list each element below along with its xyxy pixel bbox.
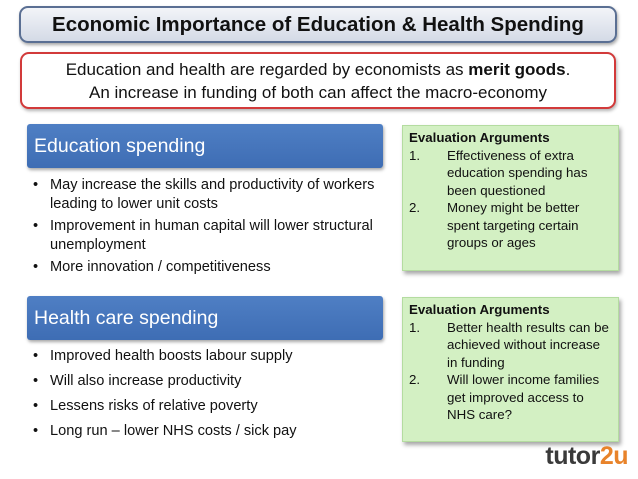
list-item [33, 346, 378, 366]
education-bullet-list [33, 176, 378, 280]
slide-title-text: Economic Importance of Education & Health Spending [52, 12, 584, 36]
bullet-icon: • [33, 218, 39, 234]
item-number: 1. [409, 319, 421, 335]
bullet-icon: • [33, 348, 39, 364]
bullet-text: Long run – lower NHS costs / sick pay [50, 423, 297, 439]
item-number: 2. [409, 200, 421, 215]
bullet-icon: • [33, 423, 39, 439]
logo-text-2u: 2u [599, 442, 628, 470]
health-evaluation-box [402, 297, 619, 442]
bullet-text: Improved health boosts labour supply [50, 348, 293, 364]
intro-line-2: An increase in funding of both can affect the macro-economy [88, 83, 547, 102]
evaluation-item [409, 147, 612, 200]
list-item [33, 217, 378, 255]
list-item [33, 396, 378, 416]
bullet-icon: • [33, 259, 39, 275]
evaluation-title: Evaluation Arguments [409, 302, 550, 317]
list-item [33, 258, 378, 277]
education-heading-text: Education spending [34, 134, 206, 157]
logo-text-tutor: tutor [545, 442, 600, 470]
health-bullet-list [33, 346, 378, 446]
item-number: 1. [409, 147, 421, 163]
evaluation-item [409, 199, 612, 252]
tutor2u-logo [545, 442, 628, 471]
bullet-text: Lessens risks of relative poverty [50, 398, 258, 414]
evaluation-title: Evaluation Arguments [409, 130, 550, 145]
intro-line-1-text: Education and health are regarded by economists as [65, 60, 469, 79]
evaluation-item [409, 371, 612, 424]
slide-title [19, 6, 617, 43]
bullet-text: More innovation / competitiveness [50, 259, 271, 275]
list-item [33, 176, 378, 214]
bullet-text: Will also increase productivity [50, 373, 242, 389]
health-heading-text: Health care spending [34, 306, 219, 329]
intro-box [20, 52, 616, 109]
bullet-text: May increase the skills and productivity of workers leading to lower unit costs [50, 177, 375, 212]
evaluation-list [409, 319, 612, 424]
health-heading [27, 296, 383, 340]
bullet-text: Improvement in human capital will lower structural unemployment [50, 218, 373, 253]
item-text: Better health results can be achieved without increase in funding [447, 319, 609, 370]
intro-line-1-end: . [565, 60, 571, 79]
evaluation-item [409, 319, 612, 372]
item-text: Money might be better spent targeting certain groups or ages [447, 200, 580, 250]
item-number: 2. [409, 372, 421, 387]
item-text: Will lower income families get improved access to NHS care? [447, 372, 600, 422]
bullet-icon: • [33, 177, 39, 193]
education-heading [27, 124, 383, 168]
item-text: Effectiveness of extra education spending has been questioned [447, 147, 588, 198]
intro-line-1 [22, 58, 614, 81]
bullet-icon: • [33, 398, 39, 414]
merit-goods-term: merit goods [468, 60, 566, 79]
education-evaluation-box [402, 125, 619, 271]
evaluation-list [409, 147, 612, 252]
list-item [33, 421, 378, 441]
bullet-icon: • [33, 373, 39, 389]
list-item [33, 371, 378, 391]
